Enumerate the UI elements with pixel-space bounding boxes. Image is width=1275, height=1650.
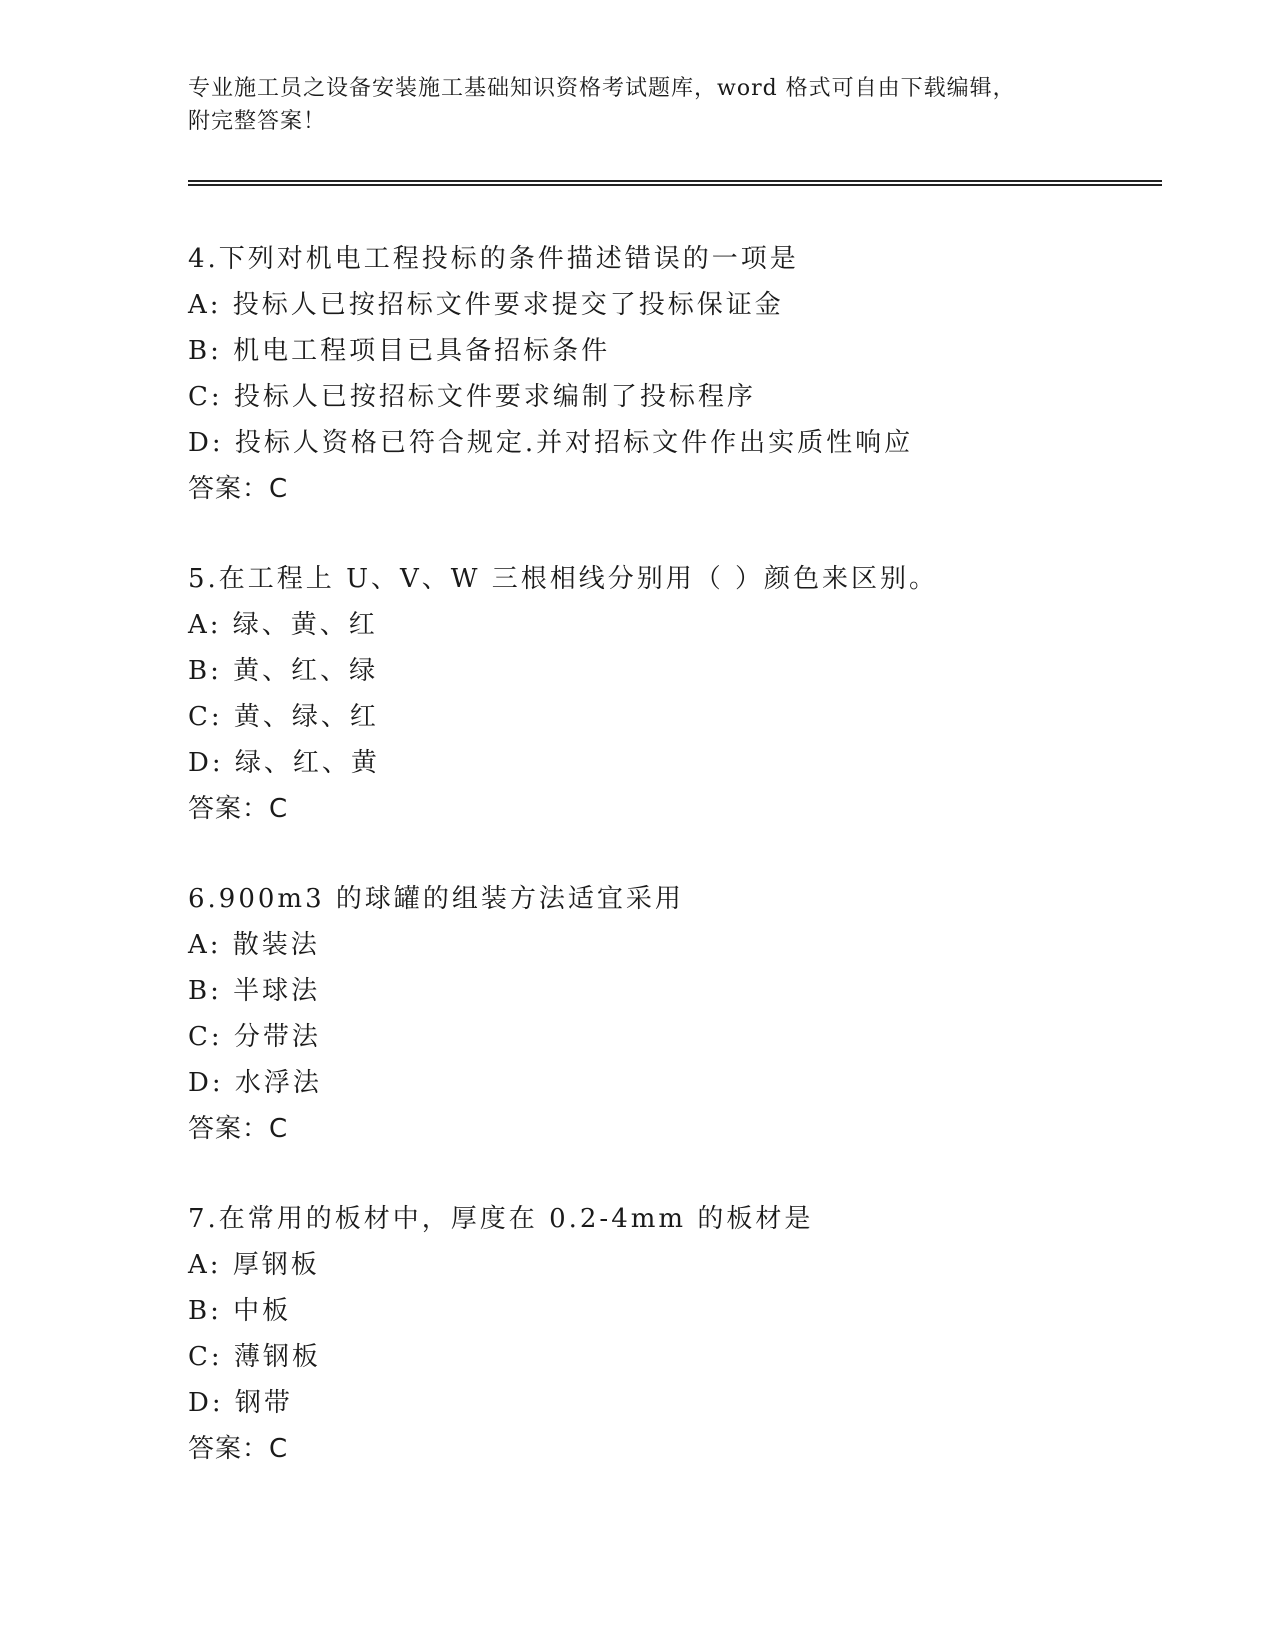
- question-5: [188, 556, 1148, 832]
- option-d: D: 钢带: [188, 1388, 293, 1418]
- question-text: 7.在常用的板材中，厚度在 0.2-4mm 的板材是: [188, 1204, 814, 1234]
- answer: 答案：C: [188, 474, 289, 504]
- question-text: 4.下列对机电工程投标的条件描述错误的一项是: [188, 244, 799, 274]
- option-a: A: 绿、黄、红: [188, 610, 378, 640]
- header-line-1: 专业施工员之设备安装施工基础知识资格考试题库，word 格式可自由下载编辑，: [188, 76, 1016, 101]
- option-b: B: 黄、红、绿: [188, 656, 379, 686]
- option-c: C: 投标人已按招标文件要求编制了投标程序: [188, 382, 756, 412]
- answer: 答案：C: [188, 794, 289, 824]
- question-text: 6.900m3 的球罐的组装方法适宜采用: [188, 884, 684, 914]
- option-d: D: 投标人资格已符合规定.并对招标文件作出实质性响应: [188, 428, 914, 458]
- header-line-2: 附完整答案！: [188, 109, 327, 134]
- option-a: A: 投标人已按招标文件要求提交了投标保证金: [188, 290, 784, 320]
- option-c: C: 薄钢板: [188, 1342, 321, 1372]
- question-6: [188, 876, 1148, 1152]
- header-divider: [188, 180, 1162, 182]
- question-text: 5.在工程上 U、V、W 三根相线分别用（ ）颜色来区别。: [188, 564, 939, 594]
- answer: 答案：C: [188, 1114, 289, 1144]
- option-c: C: 分带法: [188, 1022, 321, 1052]
- option-a: A: 厚钢板: [188, 1250, 320, 1280]
- header-divider-double: [188, 184, 1162, 186]
- document-header: [188, 72, 1088, 138]
- option-d: D: 绿、红、黄: [188, 748, 380, 778]
- option-b: B: 机电工程项目已具备招标条件: [188, 336, 611, 366]
- option-c: C: 黄、绿、红: [188, 702, 379, 732]
- answer: 答案：C: [188, 1434, 289, 1464]
- option-b: B: 中板: [188, 1296, 292, 1326]
- option-b: B: 半球法: [188, 976, 321, 1006]
- option-d: D: 水浮法: [188, 1068, 322, 1098]
- question-4: [188, 236, 1148, 512]
- option-a: A: 散装法: [188, 930, 320, 960]
- question-7: [188, 1196, 1148, 1472]
